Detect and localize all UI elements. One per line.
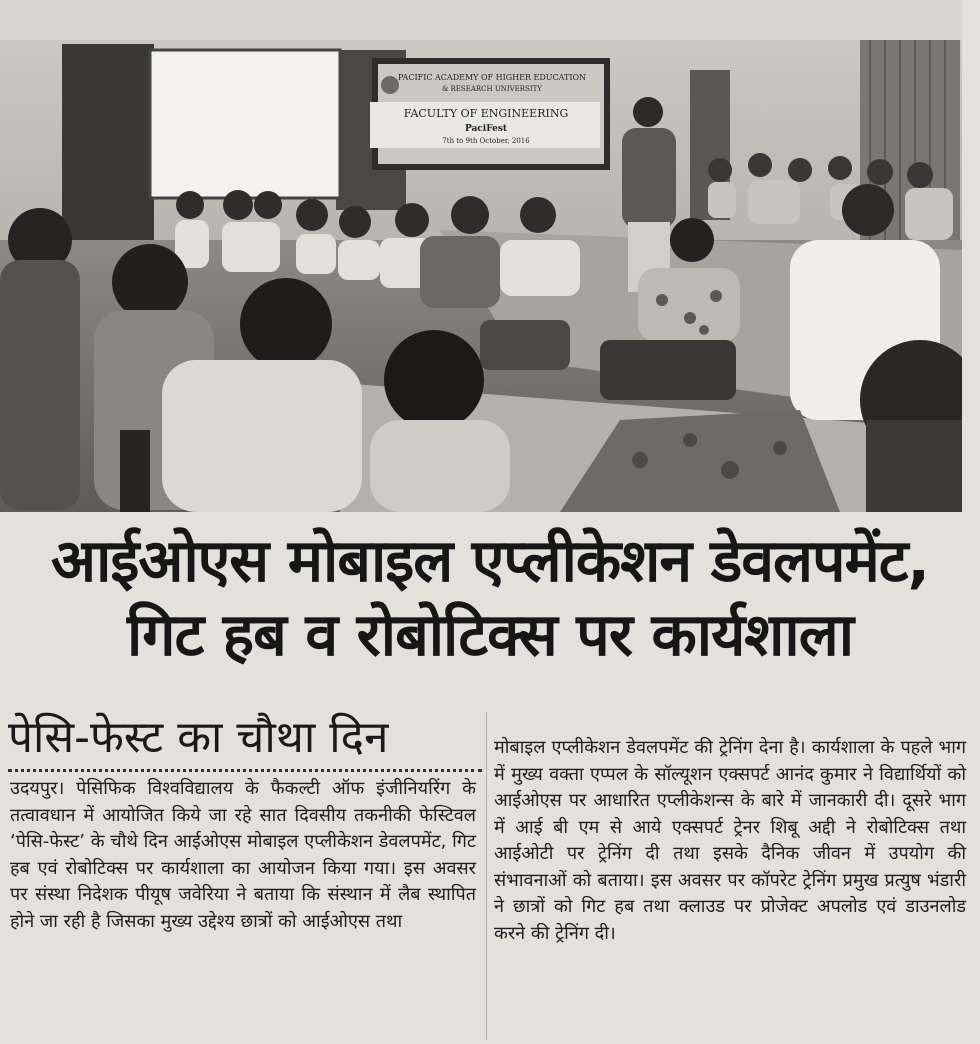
article-text-left: उदयपुर। पेसिफिक विश्वविद्यालय के फैकल्टी ऑफ इंजीनियरिंग के तत्वावधान में आयोजित किये जा रहे सात दिवसीय तकनीकी फेस्टिवल ‘पेसि-फेस्ट’ के चौथे दिन आईओएस मोबाइल एप्लीकेशन डेवलपमेंट, गिट हब एवं रोबोटिक्स पर कार्यशाला का आयोजन किया गया। इस अवसर पर संस्था निदेशक पीयूष जवेरिया ने बताया कि संस्थान में लैब स्थापित होने जा रही है जिसका मुख्य उद्देश्य छात्रों को आईओएस तथा xyxy=(10,778,476,932)
article-text-right: मोबाइल एप्लीकेशन डेवलपमेंट की ट्रेनिंग देना है। कार्यशाला के पहले भाग में मुख्य वक्ता एप्पल के सॉल्यूशन एक्सपर्ट आनंद कुमार ने विद्यार्थियों को आईओएस पर आधारित एप्लीकेशन्स के बारे में जानकारी दी। दूसरे भाग में आई बी एम से आये एक्सपर्ट ट्रेनर शिबू अद्दी ने रोबोटिक्स तथा आईओटी पर ट्रेनिंग दी तथा इसके दैनिक जीवन में उपयोग की संभावनाओं को बताया। इस अवसर पर कॉपरेट ट्रेनिंग प्रमुख प्रत्युष भंडारी ने छात्रों को गिट हब तथा क्लाउड पर प्रोजेक्ट अपलोड एवं डाउनलोड करने की ट्रेनिंग दी। xyxy=(494,737,966,944)
banner-line-3: FACULTY OF ENGINEERING xyxy=(403,107,569,120)
subheadline-dotted-rule xyxy=(8,769,482,772)
column-divider xyxy=(486,712,487,1040)
banner-line-2: & RESEARCH UNIVERSITY xyxy=(442,85,542,93)
banner-line-4: PaciFest xyxy=(464,124,508,134)
headline-line-1: आईओएस मोबाइल एप्लीकेशन डेवलपमेंट, xyxy=(51,526,929,595)
banner-line-5: 7th to 9th October, 2016 xyxy=(442,137,530,145)
classroom-scene xyxy=(0,0,962,512)
subheadline: पेसि-फेस्ट का चौथा दिन xyxy=(8,712,389,763)
headline-line-2: गिट हब व रोबोटिक्स पर कार्यशाला xyxy=(127,600,853,669)
news-photo xyxy=(0,0,962,512)
headline xyxy=(0,524,980,672)
article-column-right xyxy=(494,735,966,947)
article-column-left xyxy=(10,776,476,935)
banner-line-1: PACIFIC ACADEMY OF HIGHER EDUCATION xyxy=(397,73,587,82)
